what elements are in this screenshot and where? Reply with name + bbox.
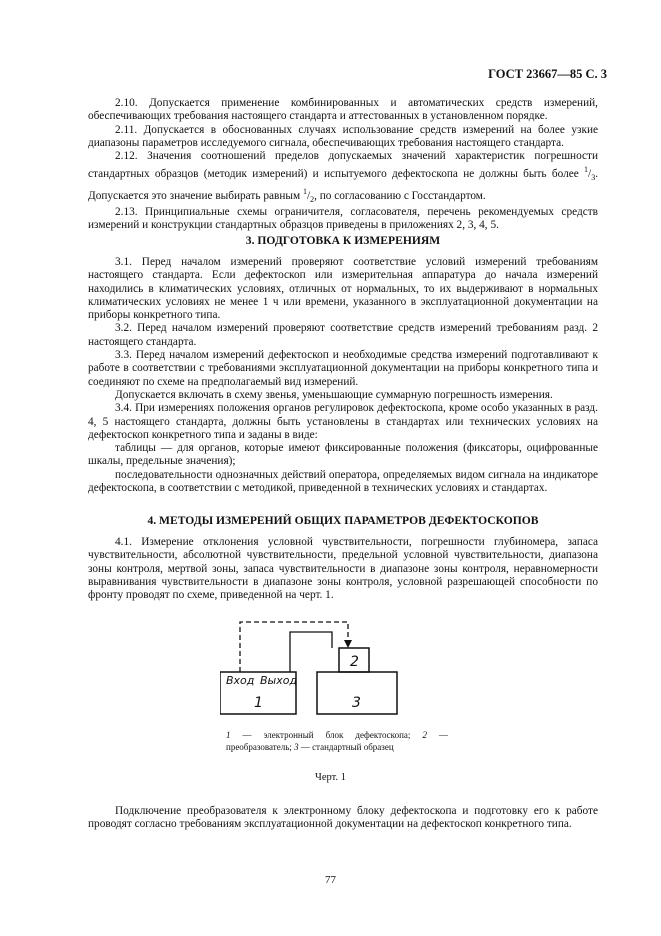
- caption-number-3: 3: [294, 741, 299, 752]
- caption-item-3: — стандартный образец: [298, 741, 394, 752]
- block-diagram: [220, 617, 410, 717]
- paragraph-3-3: 3.3. Перед началом измерений дефектоскоп и необходимые средства измерений подготавливают к работе в соответствии с требованиями эксплуатационной документации на приборы конкретного типа и соединяют по схеме на предполагаемый вид измерений.: [88, 349, 598, 388]
- section-4-title: 4. МЕТОДЫ ИЗМЕРЕНИЙ ОБЩИХ ПАРАМЕТРОВ ДЕФЕКТОСКОПОВ: [147, 514, 539, 527]
- closing-paragraph: Подключение преобразователя к электронному блоку дефектоскопа и подготовку его к работе проводят согласно требованиям эксплуатационной документации на дефектоскоп конкретного типа.: [88, 805, 598, 831]
- paragraph-3-3b: Допускается включать в схему звенья, уменьшающие суммарную погрешность измерения.: [115, 388, 553, 401]
- paragraph-4-1: 4.1. Измерение отклонения условной чувствительности, погрешности глубиномера, запаса чувствительности, абсолютной чувствительности, предельной условной чувствительности, диапазона зоны контроля, мертвой зоны, запаса чувствительности в диапазоне зоны контроля, неравномерности выравнивания чувствительности в диапазоне зоны контроля, условной разрешающей способности по фронту проводят по схеме, приведенной на черт. 1.: [88, 536, 598, 602]
- caption-item-2: — преобразователь;: [226, 730, 448, 752]
- figure-caption: [226, 730, 448, 753]
- page-number: 77: [325, 874, 336, 886]
- paragraph-3-4: 3.4. При измерениях положения органов регулировок дефектоскопа, кроме особо указанных в разд. 4, 5 настоящего стандарта, должны быть установлены в стандартах или технических условиях на дефектоскоп конкретного типа и заданы в виде:: [88, 402, 598, 441]
- page-header: ГОСТ 23667—85 С. 3: [488, 67, 607, 81]
- paragraph-2-12-part-b: . Допускается это значение выбирать равным: [88, 168, 599, 202]
- fraction-denominator: 3: [591, 173, 596, 183]
- dashed-connection: [240, 622, 352, 672]
- paragraph-2-12: 2.12. Значения соотношений пределов допускаемых значений характеристик погрешности стандартных образцов (методик измерений) и испытуемого дефектоскопа не должны быть более $^1/_3$. Допускается это значение выбирать равным $^1/_2$, по согласованию с Госстандартом.: [88, 150, 599, 204]
- block-number-2: 2: [350, 654, 359, 670]
- caption-number-1: 1: [226, 730, 231, 740]
- paragraph-3-1: 3.1. Перед началом измерений проверяют соответствие условий измерений требованиям настоящего стандарта. Если дефектоскоп или измерительная аппаратура до начала измерений находились в климатических условиях, отличных от нормальных, то их выдерживают в нормальных климатических условиях не менее 1 ч или времени, указанного в эксплуатационной документации на приборы конкретного типа.: [88, 256, 598, 322]
- solid-connection: [290, 632, 332, 672]
- caption-number-2: 2: [422, 730, 427, 740]
- paragraph-2-12-part-a: 2.12. Значения соотношений пределов допускаемых значений характеристик погрешности стандартных образцов (методик измерений) и испытуемого дефектоскопа не должны быть более: [88, 150, 598, 181]
- section-4-text: [88, 536, 598, 602]
- section-3-title: 3. ПОДГОТОВКА К ИЗМЕРЕНИЯМ: [245, 234, 441, 247]
- paragraph-2-10: 2.10. Допускается применение комбинированных и автоматических средств измерений, обеспечивающих требования настоящего стандарта и аттестованных в установленном порядке.: [88, 97, 598, 123]
- fraction-denominator: 2: [310, 194, 315, 204]
- input-label: Вход: [226, 674, 255, 687]
- section-2-text: [88, 97, 598, 233]
- paragraph-3-4b: последовательности однозначных действий оператора, определяемых видом сигнала на индикаторе дефектоскопа, в соответствии с методикой, приведенной в технических условиях и стандартах.: [88, 468, 598, 495]
- closing-text: [88, 805, 598, 832]
- block-number-1: 1: [254, 695, 263, 711]
- block-number-3: 3: [352, 695, 361, 711]
- paragraph-2-12-part-c: , по согласованию с Госстандартом.: [314, 189, 486, 202]
- fraction-numerator: 1: [302, 186, 307, 196]
- paragraph-2-11: 2.11. Допускается в обоснованных случаях использование средств измерений на более узкие диапазоны параметров исследуемого сигнала, обеспечивающих требования настоящего стандарта.: [88, 123, 598, 149]
- figure-title: Черт. 1: [315, 772, 346, 783]
- fraction-numerator: 1: [584, 165, 589, 175]
- caption-item-1: — электронный блок дефектоскопа;: [230, 730, 411, 740]
- paragraph-2-13: 2.13. Принципиальные схемы ограничителя, согласователя, перечень рекомендуемых средств измерений и конструкции стандартных образцов приведены в приложениях 2, 3, 4, 5.: [88, 206, 598, 232]
- output-label: Выход: [260, 674, 298, 687]
- paragraph-3-4a: таблицы — для органов, которые имеют фиксированные положения (фиксаторы, оцифрованные шкалы, предельные значения);: [88, 442, 598, 468]
- paragraph-3-2: 3.2. Перед началом измерений проверяют соответствие средств измерений требованиям разд. 2 настоящего стандарта.: [88, 322, 598, 348]
- section-3-text: [88, 256, 598, 495]
